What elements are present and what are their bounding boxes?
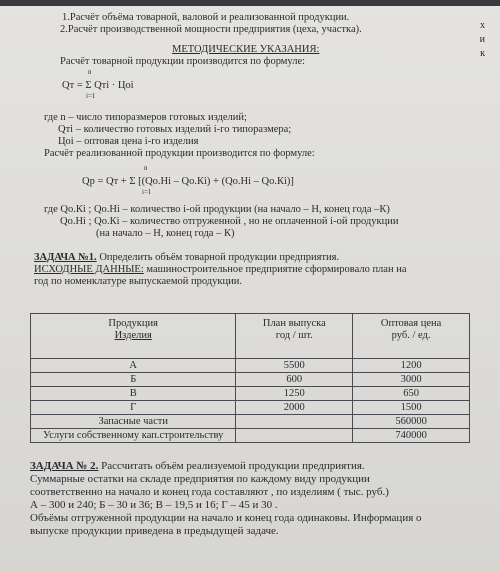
cell-product: А — [31, 359, 236, 373]
table-row — [31, 359, 470, 373]
where-c: Цоi – оптовая цена i-го изделия — [58, 136, 199, 147]
side-letter-1: х — [480, 20, 486, 31]
task2-line-4: А – 300 и 240; Б – 30 и 36; В – 19,5 и 16; Г – 45 и 30 . — [30, 499, 278, 511]
task1-line-3: год по номенклатуре выпускаемой продукции. — [34, 276, 242, 287]
cell-price: 560000 — [353, 415, 470, 429]
task2-text: Рассчитать объём реализуемой продукции предприятия. — [101, 460, 365, 472]
side-letter-2: и — [479, 34, 486, 45]
cell-plan: 5500 — [236, 359, 353, 373]
commodity-formula-intro: Расчёт товарной продукции производится по формуле: — [60, 56, 306, 67]
task1-source-label: ИСХОДНЫЕ ДАННЫЕ: — [34, 264, 144, 275]
top-strip — [0, 0, 500, 6]
task1-text: Определить объём товарной продукции предприятия. — [99, 252, 340, 263]
where-n: где n – число типоразмеров готовых изделий; — [44, 112, 247, 123]
cell-price: 650 — [353, 387, 470, 401]
table-row — [31, 429, 470, 443]
task2-line-5: Объёмы отгруженной продукции на начало и конец года одинаковы. Информация о — [30, 512, 422, 524]
cell-product: Г — [31, 401, 236, 415]
sold-formula-intro: Расчёт реализованной продукции производится по формуле: — [44, 148, 315, 159]
intro-line-1: 1.Расчёт объёма товарной, валовой и реализованной продукции. — [62, 12, 350, 23]
where-q: Qтi – количество готовых изделий i-го типоразмера; — [58, 124, 292, 135]
where-qo: где Qо.Кi ; Qо.Нi – количество i-ой продукции (на начало – Н, конец года –К) — [44, 204, 390, 215]
cell-plan: 2000 — [236, 401, 353, 415]
cell-plan — [236, 429, 353, 443]
task2-line-6: выпуске продукции приведена в предыдущей задаче. — [30, 525, 279, 537]
task2-label: ЗАДАЧА № 2. — [30, 460, 99, 472]
col-header-plan: План выпуска год / шт. — [236, 314, 353, 359]
cell-product: Запасные части — [31, 415, 236, 429]
task2-line-2: Суммарные остатки на складе предприятия по каждому виду продукции — [30, 473, 370, 485]
task1-line-1 — [34, 252, 339, 264]
col-header-product: Продукция Изделия — [31, 314, 236, 359]
table-row — [31, 373, 470, 387]
cell-price: 1500 — [353, 401, 470, 415]
cell-plan: 1250 — [236, 387, 353, 401]
cell-product: Б — [31, 373, 236, 387]
where-qot: Qо.Нi ; Qо.Кi – количество отгруженной , но не оплаченной i-ой продукции — [60, 216, 399, 227]
methodical-heading: МЕТОДИЧЕСКИЕ УКАЗАНИЯ: — [172, 44, 320, 55]
cell-plan: 600 — [236, 373, 353, 387]
production-table — [30, 313, 470, 443]
table-row — [31, 387, 470, 401]
cell-product: Услуги собственному кап.строительству — [31, 429, 236, 443]
where-qot-2: (на начало – Н, конец года – К) — [96, 228, 235, 239]
cell-plan — [236, 415, 353, 429]
table-row — [31, 401, 470, 415]
task1-line-2 — [34, 264, 407, 276]
cell-price: 740000 — [353, 429, 470, 443]
cell-price: 3000 — [353, 373, 470, 387]
task1-label: ЗАДАЧА №1. — [34, 252, 97, 263]
cell-product: В — [31, 387, 236, 401]
task2-line-1 — [30, 460, 365, 472]
task2-line-3: соответственно на начало и конец года составляют , по изделиям ( тыс. руб.) — [30, 486, 389, 498]
formula-commodity: Qт = Σ Qтi · Цоi n i=1 — [62, 68, 134, 100]
table-row — [31, 415, 470, 429]
cell-price: 1200 — [353, 359, 470, 373]
intro-line-2: 2.Расчёт производственной мощности предприятия (цеха, участка). — [60, 24, 362, 35]
formula-sold: Qр = Qт + Σ [(Qо.Нi – Qо.Кi) + (Qо.Нi – Qо.Кi)] n i=1 — [82, 164, 294, 196]
col-header-price: Оптовая цена руб. / ед. — [353, 314, 470, 359]
side-letter-3: к — [480, 48, 486, 59]
task1-source-text: машиностроительное предприятие сформировало план на — [146, 264, 407, 275]
